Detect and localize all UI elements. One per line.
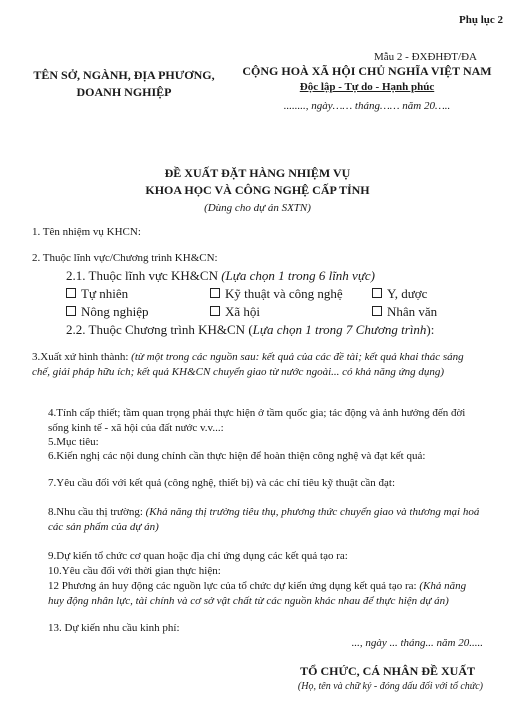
item-8-note: (Khả năng thị trường tiêu thụ, phương thức chuyển giao và thương mại hoá các sản phẩm của dự án) [48,506,480,533]
field-label: Nông nghiệp [81,304,149,319]
item-3-note: (từ một trong các nguồn sau: kết quả của các đề tài; kết quả khai thác sáng chế, giải pháp hữu ích; kết quả KH&CN chuyển giao từ nước ngoài... có khả năng ứng dụng) [32,351,464,378]
checkbox-icon [210,306,220,316]
checkbox-icon [372,306,382,316]
field-option-engineering[interactable] [210,286,343,302]
field-label: Xã hội [225,304,261,319]
field-label: Y, dược [387,286,428,301]
issuing-agency-header [18,68,230,100]
item-6: 6.Kiến nghị các nội dung chính cần thực hiện để hoàn thiện công nghệ và đạt kết quả: [48,450,426,462]
checkbox-icon [372,288,382,298]
document-title [0,166,515,214]
item-12-note: (Khả năng huy động nhân lực, tài chính và cơ sở vật chất từ các nguồn khác nhau để thực hiện dự án) [48,580,467,607]
signer-title: TỔ CHỨC, CÁ NHÂN ĐỀ XUẤT [300,664,475,678]
appendix-label: Phụ lục 2 [458,14,503,26]
item-2-2-label: 2.2. Thuộc Chương trình KH&CN ( [66,322,253,337]
item-9: 9.Dự kiến tổ chức cơ quan hoặc địa chỉ ứng dụng các kết quả tạo ra: [48,550,348,562]
title-line-2: KHOA HỌC VÀ CÔNG NGHỆ CẤP TỈNH [145,183,370,197]
item-2-1-label: 2.1. Thuộc lĩnh vực KH&CN [66,268,222,283]
item-5: 5.Mục tiêu: [48,436,99,448]
field-option-agriculture[interactable] [66,304,149,320]
motto: Độc lập - Tự do - Hạnh phúc [299,81,435,93]
national-header [222,64,512,112]
checkbox-icon [66,306,76,316]
checkbox-icon [210,288,220,298]
item-2-2-end: ): [426,322,435,337]
item-2-1 [66,268,375,284]
item-13: 13. Dự kiến nhu cầu kinh phí: [48,622,180,634]
agency-line-1: TÊN SỞ, NGÀNH, ĐỊA PHƯƠNG, [33,68,215,82]
item-2-1-note: (Lựa chọn 1 trong 6 lĩnh vực) [221,268,376,283]
item-2-2-note: Lựa chọn 1 trong 7 Chương trình [252,322,427,337]
item-4: 4.Tính cấp thiết; tầm quan trọng phải thực hiện ở tầm quốc gia; tác động và ảnh hưởng đến đời sống kinh tế - xã hội của đất nước v.v...: [48,407,466,434]
item-12-label: 12 Phương án huy động các nguồn lực của tổ chức dự kiến ứng dụng kết quả tạo ra: [48,580,420,592]
item-1: 1. Tên nhiệm vụ KHCN: [32,226,141,238]
field-option-medicine[interactable] [372,286,427,302]
item-3 [32,350,484,380]
title-line-1: ĐỀ XUẤT ĐẶT HÀNG NHIỆM VỤ [164,166,351,180]
item-2-2 [66,322,434,338]
item-7: 7.Yêu cầu đối với kết quả (công nghệ, thiết bị) và các chỉ tiêu kỹ thuật cần đạt: [48,477,396,489]
field-label: Kỹ thuật và công nghệ [225,286,343,301]
item-8 [48,505,484,535]
item-8-label: 8.Nhu cầu thị trường: [48,506,146,518]
field-label: Nhân văn [387,304,438,319]
field-label: Tự nhiên [81,286,129,301]
field-option-social[interactable] [210,304,260,320]
date-line: ........, ngày…… tháng…… năm 20….. [283,100,451,112]
country-name: CỘNG HOÀ XÃ HỘI CHỦ NGHĨA VIỆT NAM [242,64,492,78]
field-option-natural[interactable] [66,286,128,302]
field-option-humanities[interactable] [372,304,437,320]
item-2: 2. Thuộc lĩnh vực/Chương trình KH&CN: [32,252,218,264]
agency-line-2: DOANH NGHIỆP [76,85,172,99]
title-subtitle: (Dùng cho dự án SXTN) [204,202,311,214]
footer-date-line: ..., ngày ... tháng... năm 20..... [351,637,483,649]
form-code: Mẫu 2 - ĐXĐHĐT/ĐA [374,51,477,63]
item-3-label: 3.Xuất xứ hình thành: [32,351,132,363]
item-10: 10.Yêu cầu đối với thời gian thực hiện: [48,565,221,577]
checkbox-icon [66,288,76,298]
item-12 [48,579,484,609]
signature-note: (Họ, tên và chữ ký - đóng dấu đối với tổ chức) [297,681,483,692]
